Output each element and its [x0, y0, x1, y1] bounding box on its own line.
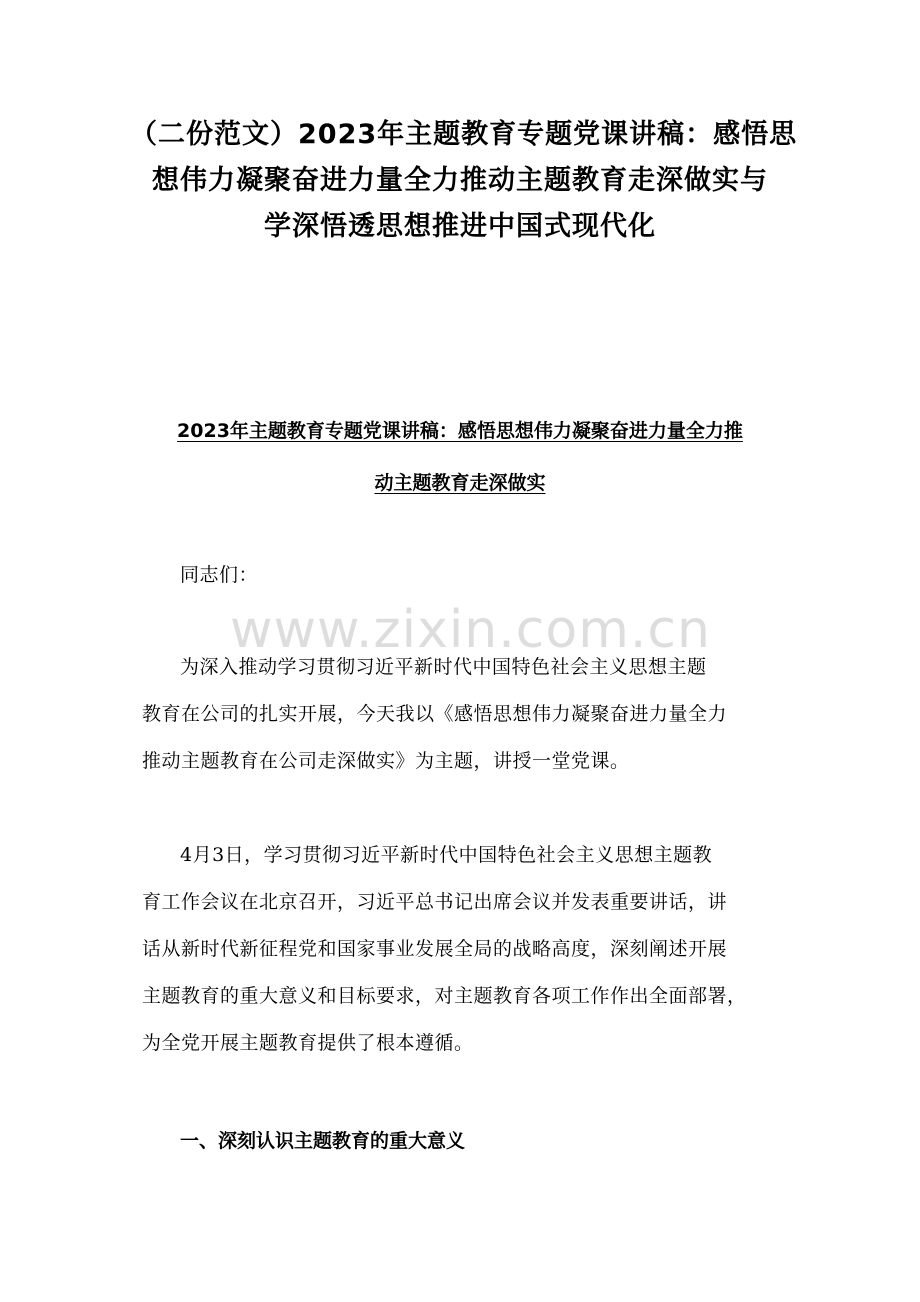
sub-title-text: 2023年主题教育专题党课讲稿：感悟思想伟力凝聚奋进力量全力推 — [177, 420, 743, 442]
document-sub-title — [140, 405, 780, 509]
paragraph-line: 为全党开展主题教育提供了根本遵循。 — [142, 1032, 474, 1054]
sub-title-line — [140, 405, 780, 457]
greeting-text: 同志们： — [180, 564, 259, 586]
greeting — [142, 552, 820, 599]
paragraph-line: 育工作会议在北京召开，习近平总书记出席会议并发表重要讲话，讲 — [142, 891, 728, 913]
document-main-title — [130, 112, 798, 250]
sub-title-line — [140, 457, 780, 509]
paragraph-2 — [142, 832, 782, 1067]
paragraph-line: 教育在公司的扎实开展，今天我以《感悟思想伟力凝聚奋进力量全力 — [142, 703, 728, 725]
section-heading-1: 一、深刻认识主题教育的重大意义 — [180, 1130, 466, 1152]
watermark: www.zixin.com.cn — [230, 600, 711, 660]
paragraph-line: 主题教育的重大意义和目标要求，对主题教育各项工作作出全面部署， — [142, 985, 747, 1007]
main-title-line: （二份范文）2023年主题教育专题党课讲稿：感悟思 — [130, 119, 798, 150]
paragraph-line: 为深入推动学习贯彻习近平新时代中国特色社会主义思想主题 — [180, 656, 707, 678]
paragraph-line: 推动主题教育在公司走深做实》为主题，讲授一堂党课。 — [142, 750, 630, 772]
paragraph-1 — [142, 644, 782, 785]
paragraph-line: 话从新时代新征程党和国家事业发展全局的战略高度，深刻阐述开展 — [142, 938, 728, 960]
main-title-line: 学深悟透思想推进中国式现代化 — [264, 211, 656, 242]
paragraph-line: 4月3日，学习贯彻习近平新时代中国特色社会主义思想主题教 — [180, 844, 713, 866]
main-title-line: 想伟力凝聚奋进力量全力推动主题教育走深做实与 — [152, 165, 768, 196]
sub-title-text: 动主题教育走深做实 — [374, 472, 546, 494]
